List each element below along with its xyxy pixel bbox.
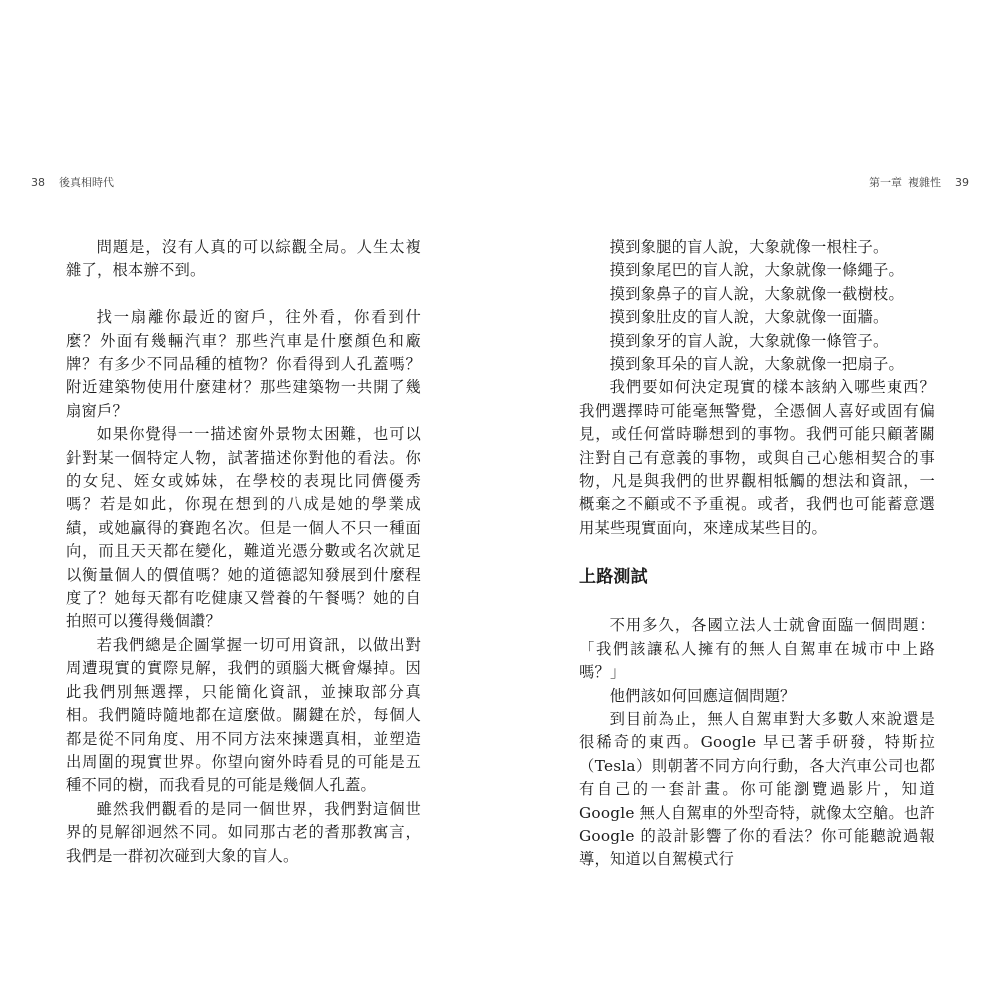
right-body-text [579, 236, 935, 872]
paragraph: 摸到象耳朵的盲人說，大象就像一把扇子。 [609, 355, 905, 374]
section-heading: 上路測試 [579, 567, 648, 588]
paragraph: 雖然我們觀看的是同一個世界，我們對這個世界的見解卻迥然不同。如同那古老的耆那教寓言，我們是一群初次碰到大象的盲人。 [66, 799, 421, 865]
left-body-text [66, 236, 421, 868]
paragraph: 摸到象肚皮的盲人說，大象就像一面牆。 [609, 308, 889, 327]
paragraph: 摸到象尾巴的盲人說，大象就像一條繩子。 [609, 261, 905, 280]
right-page-number: 39 [955, 176, 969, 189]
right-running-head [869, 176, 969, 190]
right-page [500, 0, 1000, 1000]
paragraph: 他們該如何回應這個問題？ [609, 686, 796, 705]
chapter-title: 複雜性 [908, 176, 941, 189]
paragraph: 摸到象牙的盲人說，大象就像一條管子。 [609, 331, 889, 350]
chapter-label: 第一章 [869, 176, 902, 189]
left-page-number: 38 [31, 176, 45, 189]
paragraph: 如果你覺得一一描述窗外景物太困難，也可以針對某一個特定人物，試著描述你對他的看法。你的女兒、姪女或姊妹，在學校的表現比同儕優秀嗎？若是如此，你現在想到的八成是她的學業成績，或她贏得的賽跑名次。但是一個人不只一種面向，而且天天都在變化，難道光憑分數或名次就足以衡量個人的價值嗎？她的道德認知發展到什麼程度了？她每天都有吃健康又營養的午餐嗎？她的自拍照可以獲得幾個讚？ [66, 425, 421, 631]
paragraph: 摸到象腿的盲人說，大象就像一根柱子。 [609, 238, 889, 256]
paragraph: 問題是，沒有人真的可以綜觀全局。人生太複雜了，根本辦不到。 [66, 238, 421, 280]
paragraph: 摸到象鼻子的盲人說，大象就像一截樹枝。 [609, 284, 905, 303]
paragraph: 找一扇離你最近的窗戶，往外看，你看到什麼？外面有幾輛汽車？那些汽車是什麼顏色和廠牌？有多少不同品種的植物？你看得到人孔蓋嗎？附近建築物使用什麼建材？那些建築物一共開了幾扇窗戶？ [66, 308, 421, 420]
paragraph: 到目前為止，無人自駕車對大多數人來說還是很稀奇的東西。Google 早已著手研發，特斯拉（Tesla）則朝著不同方向行動，各大汽車公司也都有自己的一套計畫。你可能瀏覽過影片，知道 Google 無人自駕車的外型奇特，就像太空艙。也許 Google 的設計影響了你的看法？你可能聽說過報導，知道以自駕模式行 [579, 709, 935, 869]
book-title: 後真相時代 [59, 176, 114, 189]
paragraph: 若我們總是企圖掌握一切可用資訊，以做出對周遭現實的實際見解，我們的頭腦大概會爆掉。因此我們別無選擇，只能簡化資訊，並揀取部分真相。我們隨時隨地都在這麼做。關鍵在於，每個人都是從不同角度、用不同方法來揀選真相，並塑造出周圍的現實世界。你望向窗外時看見的可能是五種不同的樹，而我看見的可能是幾個人孔蓋。 [66, 635, 421, 795]
paragraph: 不用多久，各國立法人士就會面臨一個問題：「我們該讓私人擁有的無人自駕車在城市中上路嗎？」 [579, 616, 935, 682]
paragraph: 我們要如何決定現實的樣本該納入哪些東西？我們選擇時可能毫無警覺，全憑個人喜好或固有偏見，或任何當時聯想到的事物。我們可能只顧著關注對自己有意義的事物，或與自己心態相契合的事物，凡是與我們的世界觀相牴觸的想法和資訊，一概棄之不顧或不予重視。或者，我們也可能蓄意選用某些現實面向，來達成某些目的。 [579, 378, 935, 537]
left-running-head [31, 176, 114, 190]
